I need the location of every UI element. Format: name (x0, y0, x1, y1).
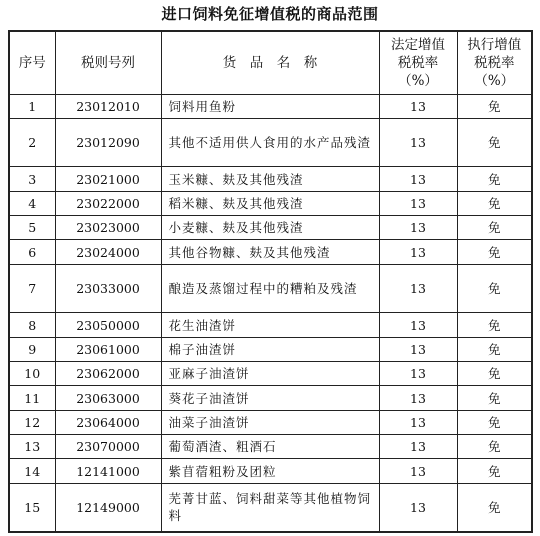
header-name: 货 品 名 称 (161, 31, 379, 94)
legal-vat-rate: 13 (379, 240, 457, 264)
goods-name: 饲料用鱼粉 (161, 94, 379, 118)
goods-name: 其他不适用供人食用的水产品残渣 (161, 118, 379, 167)
exec-vat-rate: 免 (457, 240, 532, 264)
exec-vat-rate: 免 (457, 483, 532, 532)
goods-name: 紫苜蓿粗粉及团粒 (161, 459, 379, 483)
table-row (9, 386, 532, 410)
row-number: 11 (9, 386, 55, 410)
goods-name: 棉子油渣饼 (161, 337, 379, 361)
tariff-code: 23070000 (55, 435, 161, 459)
goods-name: 稻米糠、麸及其他残渣 (161, 191, 379, 215)
exec-vat-rate: 免 (457, 216, 532, 240)
table-row (9, 264, 532, 313)
table-row (9, 410, 532, 434)
header-legal-rate-line1: 法定增值 (391, 36, 445, 53)
table-row (9, 118, 532, 167)
tariff-code: 12141000 (55, 459, 161, 483)
legal-vat-rate: 13 (379, 216, 457, 240)
legal-vat-rate: 13 (379, 435, 457, 459)
exec-vat-rate: 免 (457, 167, 532, 191)
exec-vat-rate: 免 (457, 94, 532, 118)
row-number: 7 (9, 264, 55, 313)
legal-vat-rate: 13 (379, 94, 457, 118)
header-seq: 序号 (9, 31, 55, 94)
goods-name: 油菜子油渣饼 (161, 410, 379, 434)
tariff-code: 23012010 (55, 94, 161, 118)
row-number: 2 (9, 118, 55, 167)
row-number: 14 (9, 459, 55, 483)
document-title: 进口饲料免征增值税的商品范围 (161, 5, 379, 23)
table-row (9, 337, 532, 361)
tariff-code: 12149000 (55, 483, 161, 532)
row-number: 1 (9, 94, 55, 118)
legal-vat-rate: 13 (379, 337, 457, 361)
row-number: 4 (9, 191, 55, 215)
legal-vat-rate: 13 (379, 410, 457, 434)
row-number: 9 (9, 337, 55, 361)
legal-vat-rate: 13 (379, 167, 457, 191)
goods-name: 小麦糠、麸及其他残渣 (161, 216, 379, 240)
goods-name: 其他谷物糠、麸及其他残渣 (161, 240, 379, 264)
tariff-code: 23061000 (55, 337, 161, 361)
table-row (9, 216, 532, 240)
goods-name: 玉米糠、麸及其他残渣 (161, 167, 379, 191)
exec-vat-rate: 免 (457, 435, 532, 459)
header-exec-rate (457, 31, 532, 94)
exec-vat-rate: 免 (457, 459, 532, 483)
tariff-code: 23033000 (55, 264, 161, 313)
goods-name: 酿造及蒸馏过程中的糟粕及残渣 (161, 264, 379, 313)
tariff-code: 23012090 (55, 118, 161, 167)
goods-name: 葵花子油渣饼 (161, 386, 379, 410)
exec-vat-rate: 免 (457, 337, 532, 361)
tariff-code: 23050000 (55, 313, 161, 337)
row-number: 12 (9, 410, 55, 434)
goods-name: 葡萄酒渣、粗酒石 (161, 435, 379, 459)
legal-vat-rate: 13 (379, 386, 457, 410)
goods-name: 亚麻子油渣饼 (161, 362, 379, 386)
table-row (9, 459, 532, 483)
legal-vat-rate: 13 (379, 264, 457, 313)
header-code: 税则号列 (55, 31, 161, 94)
header-legal-rate-line3: （%） (398, 72, 438, 89)
legal-vat-rate: 13 (379, 459, 457, 483)
tariff-code: 23064000 (55, 410, 161, 434)
row-number: 13 (9, 435, 55, 459)
table-row (9, 167, 532, 191)
legal-vat-rate: 13 (379, 362, 457, 386)
tax-exemption-table (8, 30, 533, 533)
header-exec-rate-line3: （%） (474, 72, 515, 89)
exec-vat-rate: 免 (457, 386, 532, 410)
legal-vat-rate: 13 (379, 313, 457, 337)
exec-vat-rate: 免 (457, 313, 532, 337)
exec-vat-rate: 免 (457, 191, 532, 215)
exec-vat-rate: 免 (457, 362, 532, 386)
header-exec-rate-line1: 执行增值 (467, 36, 522, 53)
row-number: 6 (9, 240, 55, 264)
legal-vat-rate: 13 (379, 118, 457, 167)
row-number: 5 (9, 216, 55, 240)
legal-vat-rate: 13 (379, 483, 457, 532)
exec-vat-rate: 免 (457, 410, 532, 434)
row-number: 15 (9, 483, 55, 532)
tariff-code: 23022000 (55, 191, 161, 215)
table-row (9, 483, 532, 532)
row-number: 10 (9, 362, 55, 386)
table-row (9, 240, 532, 264)
header-legal-rate (379, 31, 457, 94)
tariff-code: 23021000 (55, 167, 161, 191)
row-number: 3 (9, 167, 55, 191)
table-row (9, 435, 532, 459)
tariff-code: 23023000 (55, 216, 161, 240)
table-body (9, 94, 532, 532)
exec-vat-rate: 免 (457, 264, 532, 313)
header-row (9, 31, 532, 94)
exec-vat-rate: 免 (457, 118, 532, 167)
legal-vat-rate: 13 (379, 191, 457, 215)
table-row (9, 191, 532, 215)
table-row (9, 362, 532, 386)
row-number: 8 (9, 313, 55, 337)
tariff-code: 23062000 (55, 362, 161, 386)
tariff-code: 23063000 (55, 386, 161, 410)
header-exec-rate-line2: 税税率 (474, 54, 515, 71)
table-row (9, 94, 532, 118)
goods-name: 花生油渣饼 (161, 313, 379, 337)
goods-name: 芜菁甘蓝、饲料甜菜等其他植物饲料 (161, 483, 379, 532)
table-row (9, 313, 532, 337)
tariff-code: 23024000 (55, 240, 161, 264)
header-legal-rate-line2: 税税率 (397, 54, 439, 71)
